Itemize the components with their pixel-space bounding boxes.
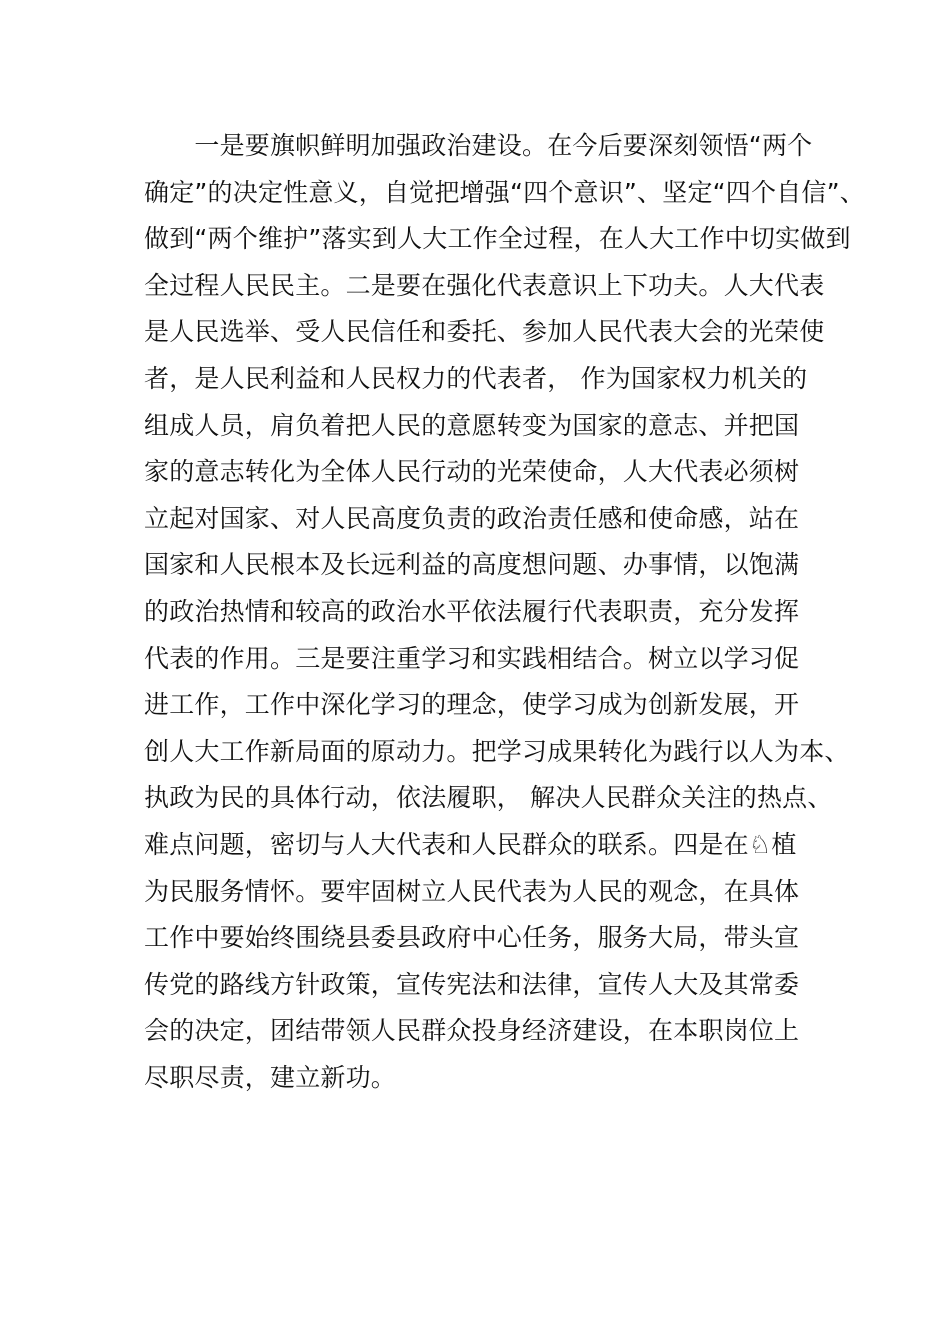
text-line: 国家和人民根本及长远利益的高度想问题、办事情，以饱满 [144,550,800,580]
text-line: 执政为民的具体行动，依法履职， 解决人民群众关注的热点、 [144,783,833,813]
text-line: 尽职尽责，建立新功。 [144,1062,397,1092]
text-line: 全过程人民民主。二是要在强化代表意识上下功夫。人大代表 [144,270,825,300]
text-line: 工作中要始终围绕县委县政府中心任务，服务大局，带头宣 [144,923,800,953]
text-line: 创人大工作新局面的原动力。把学习成果转化为践行以人为本、 [144,736,850,766]
text-line: 代表的作用。三是要注重学习和实践相结合。树立以学习促 [144,643,800,673]
text-line: 立起对国家、对人民高度负责的政治责任感和使命感，站在 [144,503,800,533]
text-line: 的政治热情和较高的政治水平依法履行代表职责，充分发挥 [144,596,800,626]
text-line: 为民服务情怀。要牢固树立人民代表为人民的观念，在具体 [144,876,800,906]
text-line: 组成人员，肩负着把人民的意愿转变为国家的意志、并把国 [144,410,800,440]
text-line: 确定”的决定性意义，自觉把增强“四个意识”、坚定“四个自信”、 [144,177,865,207]
text-line: 者，是人民利益和人民权力的代表者， 作为国家权力机关的 [144,363,808,393]
text-line: 会的决定，团结带领人民群众投身经济建设，在本职岗位上 [144,1016,800,1046]
text-line: 传党的路线方针政策，宣传宪法和法律，宣传人大及其常委 [144,969,800,999]
text-line: 难点问题，密切与人大代表和人民群众的联系。四是在♘植 [144,829,797,859]
text-line: 是人民选举、受人民信任和委托、参加人民代表大会的光荣使 [144,317,825,347]
text-line: 做到“两个维护”落实到人大工作全过程，在人大工作中切实做到 [144,224,851,254]
text-line: 家的意志转化为全体人民行动的光荣使命，人大代表必须树 [144,457,800,487]
text-line: 进工作，工作中深化学习的理念，使学习成为创新发展，开 [144,690,800,720]
body-paragraph [144,123,865,1101]
text-line: 一是要旗帜鲜明加强政治建设。在今后要深刻领悟“两个 [144,131,813,160]
